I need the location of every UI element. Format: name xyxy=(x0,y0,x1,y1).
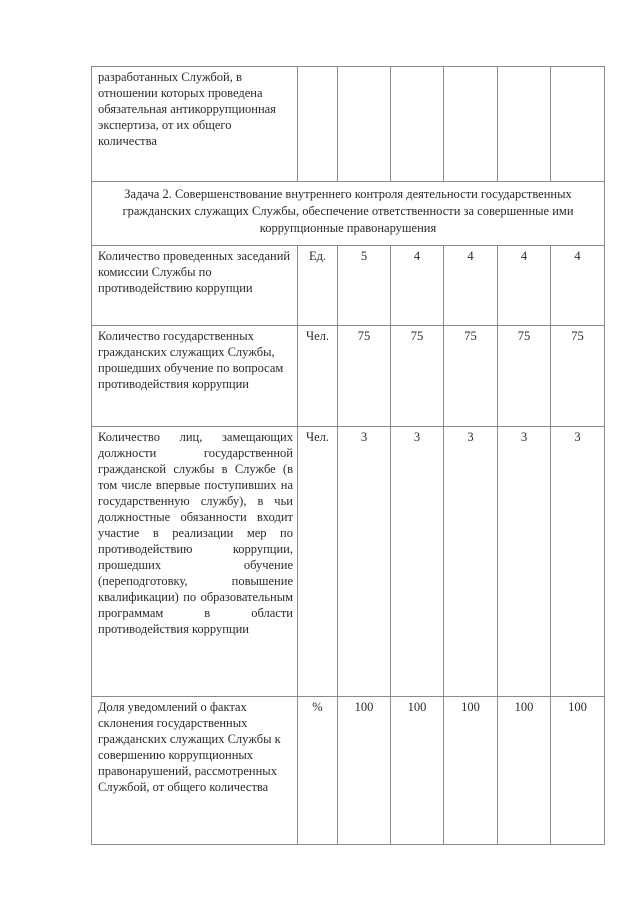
value-text: 3 xyxy=(520,430,528,444)
unit-text: Ед. xyxy=(308,249,327,263)
value-text: 75 xyxy=(357,329,371,343)
indicator-cell xyxy=(92,697,298,845)
value-text: 4 xyxy=(520,249,528,263)
indicator-text: Количество лиц, замещающих должности государственной гражданской службы в Службе (в том числе впервые поступивших на государственную службу), в чьи должностные обязанности входит участие в реализации мер по противодействию коррупции, прошедших обучение (переподготовку, повышение квалификации) по образовательным программам в области противодействия коррупции xyxy=(98,430,293,636)
task-heading: Задача 2. Совершенствование внутреннего контроля деятельности государственных гражданских служащих Службы, обеспечение ответственности за совершенные ими коррупционные правонарушения xyxy=(122,187,574,235)
indicator-text: разработанных Службой, в отношении которых проведена обязательная антикоррупционная экспертиза, от их общего количества xyxy=(98,70,276,148)
value-text: 3 xyxy=(413,430,421,444)
value-cell xyxy=(551,326,605,427)
value-cell xyxy=(498,326,551,427)
indicators-table xyxy=(91,66,605,845)
value-cell xyxy=(551,67,605,182)
value-text: 4 xyxy=(574,249,581,263)
task-heading-cell xyxy=(92,182,605,246)
unit-text: % xyxy=(312,700,323,714)
value-text: 75 xyxy=(517,329,531,343)
value-cell xyxy=(391,67,444,182)
value-cell xyxy=(551,697,605,845)
value-text: 3 xyxy=(467,430,474,444)
value-cell xyxy=(391,246,444,326)
unit-cell xyxy=(298,246,338,326)
value-text: 100 xyxy=(461,700,480,714)
value-cell xyxy=(391,697,444,845)
value-text: 75 xyxy=(410,329,424,343)
value-text: 4 xyxy=(413,249,421,263)
value-cell xyxy=(444,326,498,427)
indicator-text: Количество государственных гражданских служащих Службы, прошедших обучение по вопросам противодействия коррупции xyxy=(98,329,284,391)
value-cell xyxy=(551,427,605,697)
value-text: 100 xyxy=(354,700,374,714)
indicator-text: Доля уведомлений о фактах склонения государственных гражданских служащих Службы к совершению коррупционных правонарушений, рассмотренных Службой, от общего количества xyxy=(98,700,281,794)
task-heading-row xyxy=(92,182,605,246)
indicator-cell xyxy=(92,67,298,182)
value-text: 75 xyxy=(464,329,477,343)
table-row xyxy=(92,326,605,427)
value-text: 4 xyxy=(467,249,474,263)
value-text: 75 xyxy=(571,329,584,343)
value-cell xyxy=(391,326,444,427)
value-text: 5 xyxy=(360,249,368,263)
value-cell xyxy=(498,246,551,326)
unit-cell xyxy=(298,67,338,182)
indicator-cell xyxy=(92,427,298,697)
unit-text: Чел. xyxy=(305,430,330,444)
value-cell xyxy=(391,427,444,697)
value-cell xyxy=(338,326,391,427)
value-cell xyxy=(338,67,391,182)
value-cell xyxy=(444,246,498,326)
value-text: 100 xyxy=(514,700,534,714)
value-cell xyxy=(444,427,498,697)
value-cell xyxy=(338,427,391,697)
value-text: 3 xyxy=(360,430,368,444)
value-cell xyxy=(444,697,498,845)
value-text: 100 xyxy=(407,700,427,714)
indicator-text: Количество проведенных заседаний комиссии Службы по противодействию коррупции xyxy=(98,249,291,295)
unit-text: Чел. xyxy=(305,329,330,343)
value-cell xyxy=(444,67,498,182)
table-row xyxy=(92,246,605,326)
table-row xyxy=(92,427,605,697)
value-cell xyxy=(338,246,391,326)
unit-cell xyxy=(298,697,338,845)
table-row xyxy=(92,67,605,182)
unit-cell xyxy=(298,427,338,697)
value-cell xyxy=(498,697,551,845)
table-row xyxy=(92,697,605,845)
value-cell xyxy=(551,246,605,326)
indicator-cell xyxy=(92,246,298,326)
value-text: 100 xyxy=(568,700,587,714)
value-cell xyxy=(498,67,551,182)
value-cell xyxy=(498,427,551,697)
unit-cell xyxy=(298,326,338,427)
indicator-cell xyxy=(92,326,298,427)
value-cell xyxy=(338,697,391,845)
value-text: 3 xyxy=(574,430,581,444)
